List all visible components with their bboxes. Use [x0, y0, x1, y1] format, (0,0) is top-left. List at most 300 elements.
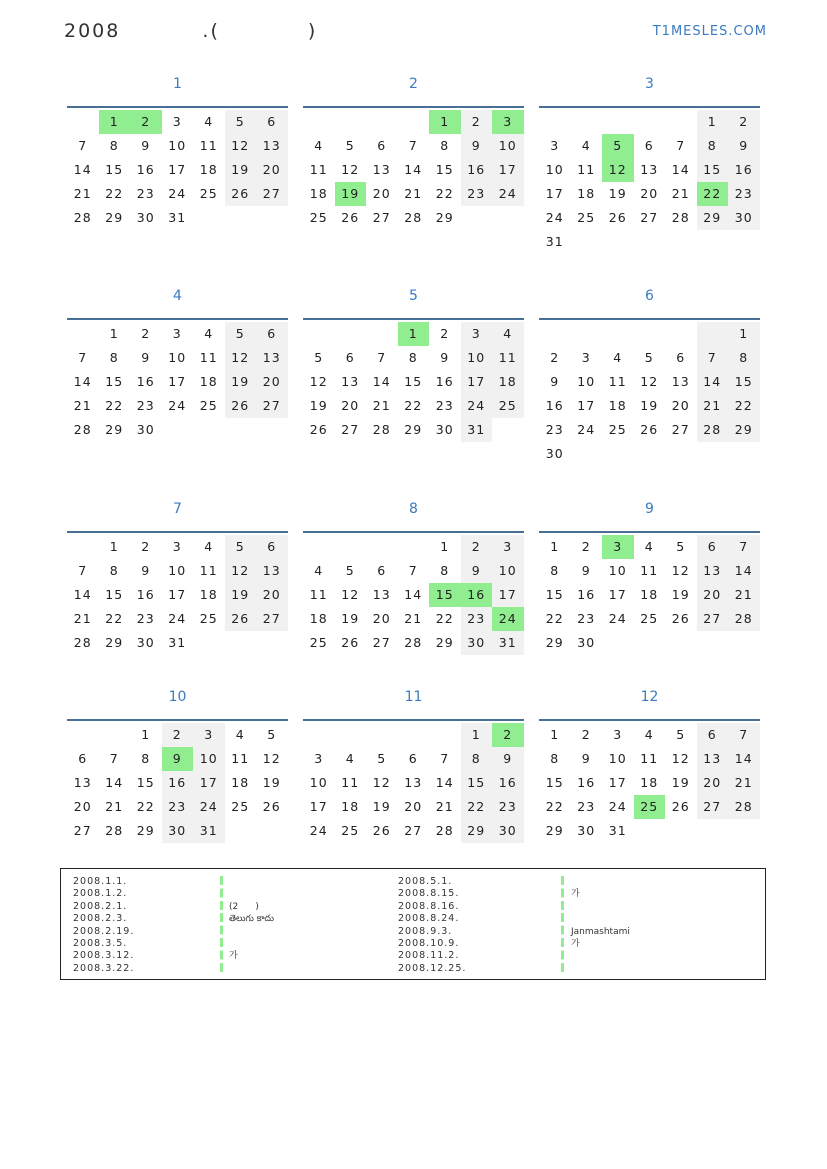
day-cell[interactable]: 11	[608, 374, 627, 389]
day-cell[interactable]: 16	[577, 587, 596, 602]
day-cell[interactable]: 4	[345, 751, 355, 766]
day-cell[interactable]: 25	[608, 422, 627, 437]
day-cell[interactable]: 27	[372, 635, 391, 650]
day-cell[interactable]: 8	[550, 751, 560, 766]
day-cell[interactable]: 5	[345, 563, 355, 578]
day-cell[interactable]: 14	[404, 587, 423, 602]
day-cell[interactable]: 1	[429, 110, 461, 134]
day-cell[interactable]: 12	[225, 559, 257, 583]
day-cell[interactable]: 18	[309, 611, 328, 626]
day-cell[interactable]: 8	[109, 563, 119, 578]
day-cell[interactable]: 13	[372, 162, 391, 177]
day-cell[interactable]: 1	[550, 539, 560, 554]
day-cell[interactable]: 7	[676, 138, 686, 153]
day-cell[interactable]: 7	[78, 350, 88, 365]
day-cell[interactable]: 13	[697, 747, 729, 771]
day-cell[interactable]: 24	[309, 823, 328, 838]
day-cell[interactable]: 3	[613, 727, 623, 742]
day-cell[interactable]: 28	[372, 422, 391, 437]
day-cell[interactable]: 17	[545, 186, 564, 201]
day-cell[interactable]: 29	[105, 635, 124, 650]
day-cell[interactable]: 23	[545, 422, 564, 437]
day-cell[interactable]: 9	[461, 134, 493, 158]
day-cell[interactable]: 17	[608, 587, 627, 602]
day-cell[interactable]: 28	[671, 210, 690, 225]
day-cell[interactable]: 13	[256, 134, 288, 158]
day-cell[interactable]: 2	[492, 723, 524, 747]
day-cell[interactable]: 13	[372, 587, 391, 602]
day-cell[interactable]: 26	[372, 823, 391, 838]
day-cell[interactable]: 21	[372, 398, 391, 413]
day-cell[interactable]: 27	[256, 607, 288, 631]
day-cell[interactable]: 1	[461, 723, 493, 747]
day-cell[interactable]: 30	[136, 422, 155, 437]
day-cell[interactable]: 19	[225, 158, 257, 182]
day-cell[interactable]: 8	[109, 138, 119, 153]
day-cell[interactable]: 27	[372, 210, 391, 225]
day-cell[interactable]: 13	[404, 775, 423, 790]
day-cell[interactable]: 10	[492, 559, 524, 583]
day-cell[interactable]: 16	[492, 771, 524, 795]
day-cell[interactable]: 3	[172, 114, 182, 129]
day-cell[interactable]: 31	[168, 635, 187, 650]
day-cell[interactable]: 28	[73, 422, 92, 437]
day-cell[interactable]: 17	[168, 374, 187, 389]
day-cell[interactable]: 2	[728, 110, 760, 134]
day-cell[interactable]: 20	[372, 186, 391, 201]
day-cell[interactable]: 20	[640, 186, 659, 201]
day-cell[interactable]: 11	[231, 751, 250, 766]
day-cell[interactable]: 12	[262, 751, 281, 766]
day-cell[interactable]: 30	[545, 446, 564, 461]
day-cell[interactable]: 20	[341, 398, 360, 413]
day-cell[interactable]: 27	[640, 210, 659, 225]
day-cell[interactable]: 15	[105, 374, 124, 389]
day-cell[interactable]: 14	[671, 162, 690, 177]
day-cell[interactable]: 13	[256, 346, 288, 370]
day-cell[interactable]: 20	[697, 771, 729, 795]
day-cell[interactable]: 9	[141, 563, 151, 578]
day-cell[interactable]: 16	[577, 775, 596, 790]
day-cell[interactable]: 23	[728, 182, 760, 206]
day-cell[interactable]: 27	[73, 823, 92, 838]
day-cell[interactable]: 28	[435, 823, 454, 838]
day-cell[interactable]: 10	[309, 775, 328, 790]
day-cell[interactable]: 23	[577, 799, 596, 814]
day-cell[interactable]: 29	[404, 422, 423, 437]
day-cell[interactable]: 23	[577, 611, 596, 626]
day-cell[interactable]: 29	[435, 210, 454, 225]
day-cell[interactable]: 21	[73, 398, 92, 413]
day-cell[interactable]: 21	[671, 186, 690, 201]
day-cell[interactable]: 2	[130, 110, 162, 134]
day-cell[interactable]: 2	[581, 539, 591, 554]
day-cell[interactable]: 29	[697, 206, 729, 230]
day-cell[interactable]: 21	[105, 799, 124, 814]
day-cell[interactable]: 7	[78, 138, 88, 153]
day-cell[interactable]: 12	[341, 587, 360, 602]
day-cell[interactable]: 7	[697, 346, 729, 370]
day-cell[interactable]: 29	[136, 823, 155, 838]
day-cell[interactable]: 23	[136, 611, 155, 626]
day-cell[interactable]: 1	[398, 322, 430, 346]
day-cell[interactable]: 9	[581, 563, 591, 578]
day-cell[interactable]: 29	[545, 635, 564, 650]
day-cell[interactable]: 17	[608, 775, 627, 790]
day-cell[interactable]: 17	[168, 162, 187, 177]
day-cell[interactable]: 21	[404, 611, 423, 626]
day-cell[interactable]: 15	[435, 162, 454, 177]
day-cell[interactable]: 21	[435, 799, 454, 814]
day-cell[interactable]: 15	[545, 587, 564, 602]
day-cell[interactable]: 12	[640, 374, 659, 389]
day-cell[interactable]: 14	[728, 559, 760, 583]
day-cell[interactable]: 7	[440, 751, 450, 766]
day-cell[interactable]: 1	[99, 110, 131, 134]
day-cell[interactable]: 21	[404, 186, 423, 201]
day-cell[interactable]: 15	[105, 162, 124, 177]
day-cell[interactable]: 27	[697, 795, 729, 819]
day-cell[interactable]: 18	[199, 374, 218, 389]
day-cell[interactable]: 30	[577, 823, 596, 838]
day-cell[interactable]: 4	[235, 727, 245, 742]
day-cell[interactable]: 1	[109, 539, 119, 554]
day-cell[interactable]: 9	[162, 747, 194, 771]
day-cell[interactable]: 11	[640, 563, 659, 578]
day-cell[interactable]: 12	[341, 162, 360, 177]
day-cell[interactable]: 6	[697, 723, 729, 747]
day-cell[interactable]: 25	[199, 611, 218, 626]
day-cell[interactable]: 12	[671, 751, 690, 766]
day-cell[interactable]: 9	[492, 747, 524, 771]
day-cell[interactable]: 22	[136, 799, 155, 814]
day-cell[interactable]: 22	[697, 182, 729, 206]
day-cell[interactable]: 5	[377, 751, 387, 766]
day-cell[interactable]: 6	[408, 751, 418, 766]
day-cell[interactable]: 26	[341, 210, 360, 225]
day-cell[interactable]: 14	[435, 775, 454, 790]
day-cell[interactable]: 19	[640, 398, 659, 413]
day-cell[interactable]: 3	[602, 535, 634, 559]
day-cell[interactable]: 27	[256, 182, 288, 206]
day-cell[interactable]: 5	[345, 138, 355, 153]
day-cell[interactable]: 12	[225, 346, 257, 370]
day-cell[interactable]: 25	[341, 823, 360, 838]
day-cell[interactable]: 24	[492, 607, 524, 631]
day-cell[interactable]: 15	[136, 775, 155, 790]
day-cell[interactable]: 11	[577, 162, 596, 177]
day-cell[interactable]: 26	[608, 210, 627, 225]
day-cell[interactable]: 1	[697, 110, 729, 134]
day-cell[interactable]: 3	[461, 322, 493, 346]
day-cell[interactable]: 28	[73, 210, 92, 225]
day-cell[interactable]: 28	[105, 823, 124, 838]
day-cell[interactable]: 7	[408, 563, 418, 578]
day-cell[interactable]: 15	[545, 775, 564, 790]
day-cell[interactable]: 4	[492, 322, 524, 346]
day-cell[interactable]: 23	[461, 182, 493, 206]
day-cell[interactable]: 4	[644, 539, 654, 554]
day-cell[interactable]: 6	[377, 138, 387, 153]
day-cell[interactable]: 12	[602, 158, 634, 182]
day-cell[interactable]: 3	[492, 110, 524, 134]
day-cell[interactable]: 20	[256, 158, 288, 182]
day-cell[interactable]: 3	[314, 751, 324, 766]
day-cell[interactable]: 23	[136, 186, 155, 201]
day-cell[interactable]: 23	[435, 398, 454, 413]
day-cell[interactable]: 10	[577, 374, 596, 389]
day-cell[interactable]: 10	[168, 138, 187, 153]
day-cell[interactable]: 3	[492, 535, 524, 559]
day-cell[interactable]: 31	[193, 819, 225, 843]
day-cell[interactable]: 17	[492, 583, 524, 607]
day-cell[interactable]: 3	[172, 539, 182, 554]
day-cell[interactable]: 26	[640, 422, 659, 437]
day-cell[interactable]: 19	[309, 398, 328, 413]
day-cell[interactable]: 28	[73, 635, 92, 650]
day-cell[interactable]: 5	[225, 535, 257, 559]
day-cell[interactable]: 22	[105, 611, 124, 626]
day-cell[interactable]: 6	[697, 535, 729, 559]
day-cell[interactable]: 22	[728, 394, 760, 418]
day-cell[interactable]: 28	[728, 607, 760, 631]
day-cell[interactable]: 5	[314, 350, 324, 365]
day-cell[interactable]: 2	[461, 535, 493, 559]
day-cell[interactable]: 8	[550, 563, 560, 578]
day-cell[interactable]: 22	[545, 611, 564, 626]
day-cell[interactable]: 20	[73, 799, 92, 814]
day-cell[interactable]: 28	[404, 210, 423, 225]
day-cell[interactable]: 24	[168, 186, 187, 201]
day-cell[interactable]: 15	[429, 583, 461, 607]
day-cell[interactable]: 20	[256, 583, 288, 607]
day-cell[interactable]: 24	[193, 795, 225, 819]
day-cell[interactable]: 30	[435, 422, 454, 437]
day-cell[interactable]: 19	[335, 182, 367, 206]
day-cell[interactable]: 18	[199, 587, 218, 602]
day-cell[interactable]: 8	[440, 563, 450, 578]
day-cell[interactable]: 29	[545, 823, 564, 838]
day-cell[interactable]: 31	[492, 631, 524, 655]
day-cell[interactable]: 20	[404, 799, 423, 814]
day-cell[interactable]: 24	[492, 182, 524, 206]
day-cell[interactable]: 16	[728, 158, 760, 182]
day-cell[interactable]: 17	[309, 799, 328, 814]
day-cell[interactable]: 29	[461, 819, 493, 843]
day-cell[interactable]: 25	[199, 186, 218, 201]
day-cell[interactable]: 9	[440, 350, 450, 365]
day-cell[interactable]: 24	[577, 422, 596, 437]
day-cell[interactable]: 25	[640, 611, 659, 626]
day-cell[interactable]: 26	[671, 799, 690, 814]
day-cell[interactable]: 5	[676, 539, 686, 554]
day-cell[interactable]: 25	[492, 394, 524, 418]
day-cell[interactable]: 29	[728, 418, 760, 442]
day-cell[interactable]: 12	[671, 563, 690, 578]
day-cell[interactable]: 6	[78, 751, 88, 766]
day-cell[interactable]: 13	[73, 775, 92, 790]
day-cell[interactable]: 19	[225, 370, 257, 394]
day-cell[interactable]: 7	[377, 350, 387, 365]
day-cell[interactable]: 1	[728, 322, 760, 346]
day-cell[interactable]: 23	[162, 795, 194, 819]
day-cell[interactable]: 25	[199, 398, 218, 413]
day-cell[interactable]: 4	[204, 114, 214, 129]
day-cell[interactable]: 7	[728, 723, 760, 747]
day-cell[interactable]: 19	[372, 799, 391, 814]
day-cell[interactable]: 9	[461, 559, 493, 583]
day-cell[interactable]: 4	[644, 727, 654, 742]
day-cell[interactable]: 10	[168, 563, 187, 578]
day-cell[interactable]: 14	[372, 374, 391, 389]
day-cell[interactable]: 22	[435, 611, 454, 626]
day-cell[interactable]: 7	[408, 138, 418, 153]
day-cell[interactable]: 1	[109, 326, 119, 341]
day-cell[interactable]: 14	[105, 775, 124, 790]
day-cell[interactable]: 15	[728, 370, 760, 394]
day-cell[interactable]: 24	[168, 611, 187, 626]
day-cell[interactable]: 2	[440, 326, 450, 341]
day-cell[interactable]: 2	[162, 723, 194, 747]
day-cell[interactable]: 19	[671, 587, 690, 602]
day-cell[interactable]: 14	[73, 374, 92, 389]
day-cell[interactable]: 26	[309, 422, 328, 437]
day-cell[interactable]: 17	[168, 587, 187, 602]
day-cell[interactable]: 1	[141, 727, 151, 742]
day-cell[interactable]: 14	[73, 162, 92, 177]
day-cell[interactable]: 11	[199, 138, 218, 153]
day-cell[interactable]: 25	[309, 210, 328, 225]
day-cell[interactable]: 3	[172, 326, 182, 341]
day-cell[interactable]: 17	[577, 398, 596, 413]
day-cell[interactable]: 5	[676, 727, 686, 742]
day-cell[interactable]: 4	[581, 138, 591, 153]
day-cell[interactable]: 19	[225, 583, 257, 607]
day-cell[interactable]: 10	[545, 162, 564, 177]
day-cell[interactable]: 11	[199, 563, 218, 578]
day-cell[interactable]: 11	[309, 587, 328, 602]
day-cell[interactable]: 23	[136, 398, 155, 413]
day-cell[interactable]: 6	[377, 563, 387, 578]
day-cell[interactable]: 10	[492, 134, 524, 158]
day-cell[interactable]: 2	[581, 727, 591, 742]
day-cell[interactable]: 3	[550, 138, 560, 153]
day-cell[interactable]: 8	[408, 350, 418, 365]
day-cell[interactable]: 8	[141, 751, 151, 766]
day-cell[interactable]: 14	[404, 162, 423, 177]
day-cell[interactable]: 9	[581, 751, 591, 766]
day-cell[interactable]: 18	[608, 398, 627, 413]
day-cell[interactable]: 12	[225, 134, 257, 158]
day-cell[interactable]: 10	[608, 751, 627, 766]
day-cell[interactable]: 30	[461, 631, 493, 655]
day-cell[interactable]: 16	[136, 374, 155, 389]
day-cell[interactable]: 11	[492, 346, 524, 370]
day-cell[interactable]: 5	[225, 110, 257, 134]
day-cell[interactable]: 19	[671, 775, 690, 790]
day-cell[interactable]: 11	[341, 775, 360, 790]
day-cell[interactable]: 4	[204, 326, 214, 341]
day-cell[interactable]: 25	[231, 799, 250, 814]
day-cell[interactable]: 9	[728, 134, 760, 158]
day-cell[interactable]: 26	[225, 182, 257, 206]
day-cell[interactable]: 3	[581, 350, 591, 365]
day-cell[interactable]: 22	[545, 799, 564, 814]
day-cell[interactable]: 25	[577, 210, 596, 225]
day-cell[interactable]: 13	[256, 559, 288, 583]
day-cell[interactable]: 30	[577, 635, 596, 650]
day-cell[interactable]: 21	[73, 611, 92, 626]
day-cell[interactable]: 5	[602, 134, 634, 158]
day-cell[interactable]: 16	[136, 162, 155, 177]
day-cell[interactable]: 14	[697, 370, 729, 394]
day-cell[interactable]: 24	[608, 611, 627, 626]
day-cell[interactable]: 24	[461, 394, 493, 418]
day-cell[interactable]: 27	[256, 394, 288, 418]
day-cell[interactable]: 6	[256, 535, 288, 559]
day-cell[interactable]: 21	[73, 186, 92, 201]
day-cell[interactable]: 31	[608, 823, 627, 838]
day-cell[interactable]: 20	[697, 583, 729, 607]
day-cell[interactable]: 4	[613, 350, 623, 365]
day-cell[interactable]: 7	[78, 563, 88, 578]
day-cell[interactable]: 11	[199, 350, 218, 365]
day-cell[interactable]: 10	[193, 747, 225, 771]
day-cell[interactable]: 18	[640, 587, 659, 602]
day-cell[interactable]: 27	[671, 422, 690, 437]
day-cell[interactable]: 15	[697, 158, 729, 182]
day-cell[interactable]: 21	[728, 583, 760, 607]
day-cell[interactable]: 28	[728, 795, 760, 819]
day-cell[interactable]: 1	[440, 539, 450, 554]
day-cell[interactable]: 14	[73, 587, 92, 602]
day-cell[interactable]: 4	[314, 563, 324, 578]
day-cell[interactable]: 27	[697, 607, 729, 631]
day-cell[interactable]: 16	[461, 583, 493, 607]
day-cell[interactable]: 6	[256, 322, 288, 346]
day-cell[interactable]: 18	[640, 775, 659, 790]
day-cell[interactable]: 8	[461, 747, 493, 771]
day-cell[interactable]: 16	[545, 398, 564, 413]
day-cell[interactable]: 8	[697, 134, 729, 158]
day-cell[interactable]: 30	[728, 206, 760, 230]
day-cell[interactable]: 25	[634, 795, 666, 819]
day-cell[interactable]: 16	[162, 771, 194, 795]
day-cell[interactable]: 7	[728, 535, 760, 559]
day-cell[interactable]: 15	[105, 587, 124, 602]
day-cell[interactable]: 18	[341, 799, 360, 814]
day-cell[interactable]: 27	[341, 422, 360, 437]
day-cell[interactable]: 21	[728, 771, 760, 795]
day-cell[interactable]: 9	[141, 350, 151, 365]
day-cell[interactable]: 4	[204, 539, 214, 554]
day-cell[interactable]: 7	[109, 751, 119, 766]
day-cell[interactable]: 22	[105, 398, 124, 413]
day-cell[interactable]: 30	[492, 819, 524, 843]
day-cell[interactable]: 6	[644, 138, 654, 153]
day-cell[interactable]: 5	[267, 727, 277, 742]
day-cell[interactable]: 31	[461, 418, 493, 442]
day-cell[interactable]: 15	[404, 374, 423, 389]
day-cell[interactable]: 10	[608, 563, 627, 578]
day-cell[interactable]: 16	[435, 374, 454, 389]
day-cell[interactable]: 11	[309, 162, 328, 177]
day-cell[interactable]: 19	[262, 775, 281, 790]
day-cell[interactable]: 1	[550, 727, 560, 742]
day-cell[interactable]: 6	[676, 350, 686, 365]
day-cell[interactable]: 8	[440, 138, 450, 153]
day-cell[interactable]: 20	[372, 611, 391, 626]
